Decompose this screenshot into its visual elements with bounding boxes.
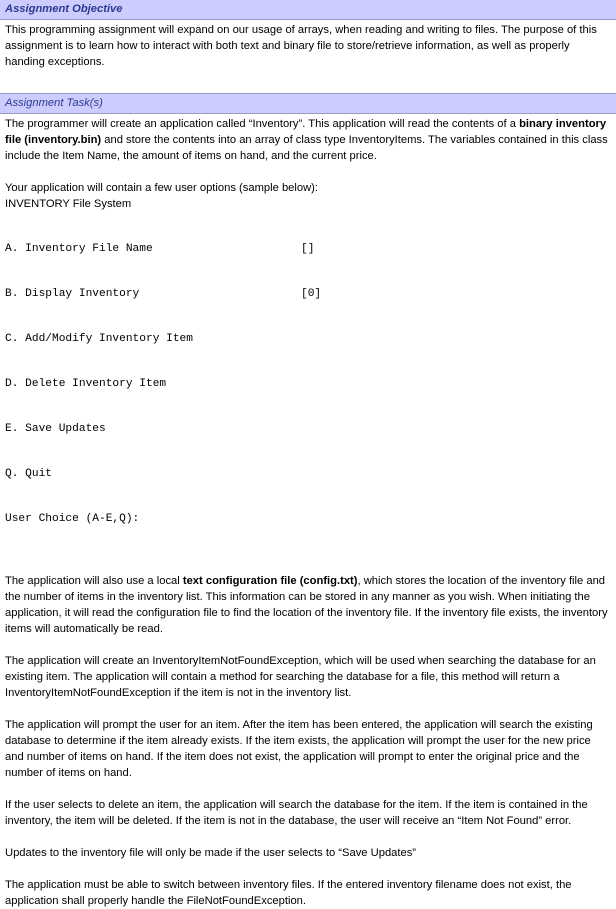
gap: [5, 164, 610, 180]
menu-item-c: [5, 332, 610, 347]
menu-item-label: A. Inventory File Name: [5, 243, 153, 255]
task-p1-bold: binary inventory file (inventory.bin): [5, 118, 607, 146]
gap: [5, 829, 610, 845]
task-paragraph-5: The application will prompt the user for an item. After the item has been entered, the application will search the existing database to determine if the item already exists. If the item exists, the application will prompt the user for the new price and number of items on hand. If the item does not exist, the application will prompt to enter the original price and the number of items on hand.: [5, 719, 593, 779]
menu-item-label: C. Add/Modify Inventory Item: [5, 333, 193, 345]
tasks-section: [0, 93, 616, 909]
gap: [5, 557, 610, 573]
menu-item-value: [0]: [301, 288, 322, 300]
task-p1-end: and store the contents into an array of class type InventoryItems. The variables contained in this class include the Item Name, the amount of items on hand, and the current price.: [5, 134, 608, 162]
task-p3-start: The application will also use a local: [5, 575, 183, 587]
gap: [5, 701, 610, 717]
task-paragraph-3: [5, 573, 610, 637]
tasks-header: Assignment Task(s): [0, 94, 616, 114]
menu-item-label: D. Delete Inventory Item: [5, 378, 167, 390]
objective-section: [0, 0, 616, 70]
gap: [5, 781, 610, 797]
objective-text: This programming assignment will expand on our usage of arrays, when reading and writing to files. The purpose of this assignment is to learn how to interact with both text and binary file to store/retrieve information, as well as properly handing exceptions.: [5, 24, 597, 68]
menu-item-q: [5, 467, 610, 482]
task-p3-end: , which stores the location of the inventory file and the number of items in the inventory list. This information can be stored in any manner as you wish. When initiating the application, it will read the configuration file to find the location of the inventory file. If the inventory file exists, the inventory items will automatically be read.: [5, 575, 608, 635]
gap: [5, 861, 610, 877]
objective-content: [0, 20, 616, 70]
menu-intro: Your application will contain a few user options (sample below):: [5, 182, 319, 194]
task-paragraph-1: [5, 116, 610, 164]
task-p3-bold: text configuration file (config.txt): [182, 575, 358, 587]
task-paragraph-7: Updates to the inventory file will only be made if the user selects to “Save Updates”: [5, 847, 417, 859]
section-spacer: [0, 70, 616, 93]
menu-title: INVENTORY File System: [5, 198, 132, 210]
menu-item-d: [5, 377, 610, 392]
menu-item-e: [5, 422, 610, 437]
menu-item-value: []: [301, 243, 315, 255]
task-paragraph-4: The application will create an InventoryItemNotFoundException, which will be used when searching the database for an existing item. The application will contain a method for searching the database for a file, this method will return a InventoryItemNotFoundException if the item is not in the inventory list.: [5, 655, 596, 699]
objective-header: Assignment Objective: [0, 0, 616, 20]
menu-item-label: Q. Quit: [5, 468, 52, 480]
menu-item-a: [5, 242, 610, 257]
menu-list: [5, 212, 610, 557]
menu-item-label: E. Save Updates: [5, 423, 106, 435]
task-paragraph-6: If the user selects to delete an item, the application will search the database for the item. If the item is contained in the inventory, the item will be deleted. If the item is not in the database, the user will receive an “Item Not Found” error.: [5, 799, 588, 827]
task-p1-start: The programmer will create an application called “Inventory”. This application will read the contents of a: [5, 118, 520, 130]
gap: [5, 637, 610, 653]
menu-item-b: [5, 287, 610, 302]
task-paragraph-8: The application must be able to switch between inventory files. If the entered inventory filename does not exist, the application shall properly handle the FileNotFoundException.: [5, 879, 572, 907]
tasks-content: [0, 114, 616, 909]
menu-item-label: B. Display Inventory: [5, 288, 140, 300]
user-choice-prompt: User Choice (A-E,Q):: [5, 513, 140, 525]
